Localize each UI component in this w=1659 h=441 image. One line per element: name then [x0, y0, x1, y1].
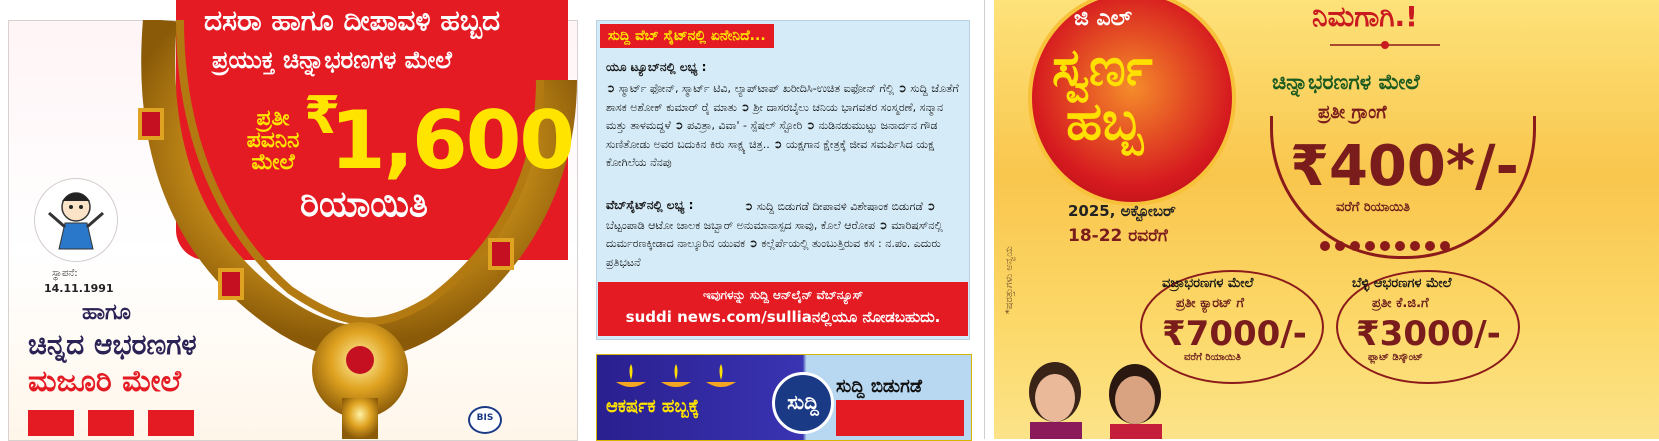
per-carat-label: ಪ್ರತೀ ಕ್ಯಾರಟ್ ಗೆ: [1176, 296, 1244, 311]
silver-discount-amount: ₹3000/-: [1356, 314, 1501, 354]
youtube-section-title: ಯೂ ಟ್ಯೂಬ್‌ನಲ್ಲಿ ಲಭ್ಯ :: [606, 60, 707, 74]
gold-offer-heading: ಚಿನ್ನಾಭರಣಗಳ ಮೇಲೆ: [1272, 70, 1420, 94]
promo-right-text: ಸುದ್ದಿ ಬಿಡುಗಡೆ: [836, 376, 923, 397]
gold-upto-label: ವರೆಗೆ ರಿಯಾಯಿತಿ: [1336, 200, 1411, 215]
left-headline-2: ಪ್ರಯುಕ್ತ ಚಿನ್ನಾಭರಣಗಳ ಮೇಲೆ: [212, 46, 452, 74]
left-headline-1: ದಸರಾ ಹಾಗೂ ದೀಪಾವಳಿ ಹಬ್ಬದ: [204, 4, 501, 37]
making-charge-text: ಮಜೂರಿ ಮೇಲೆ: [28, 364, 182, 399]
rupee-symbol: ₹: [304, 86, 341, 146]
promo-red-strip: [836, 400, 964, 436]
shop-mascot-logo: [34, 178, 118, 262]
diya-lamps-icon: [606, 362, 756, 392]
diamond-upto-label: ವರೆಗೆ ರಿಯಾಯಿತಿ: [1184, 352, 1241, 363]
silver-flat-label: ಫ್ಲಾಟ್ ಡಿಸ್ಕೌಂಟ್: [1368, 352, 1423, 363]
decorative-dots: [1320, 236, 1455, 255]
gold-ornaments-text: ಚಿನ್ನದ ಆಭರಣಗಳ: [28, 328, 197, 361]
offer-month: 2025, ಅಕ್ಟೋಬರ್: [1068, 202, 1176, 220]
silver-heading: ಬೆಳ್ಳಿ ಆಭರಣಗಳ ಮೇಲೆ: [1352, 276, 1452, 291]
footer-line-2: suddi news.com/sulliaನಲ್ಲಿಯೂ ನೋಡಬಹುದು.: [625, 308, 941, 326]
offer-dates: 18-22 ರವರೆಗೆ: [1068, 226, 1168, 246]
discount-label: ರಿಯಾಯಿತಿ: [300, 184, 429, 225]
website-section-title: ವೆಬ್‌ಸೈಟ್‌ನಲ್ಲಿ ಲಭ್ಯ :: [606, 198, 694, 212]
gold-necklace-image: [120, 20, 580, 439]
diamond-heading: ವಜ್ರಾಭರಣಗಳ ಮೇಲೆ: [1162, 276, 1254, 291]
terms-note: *ಷರತ್ತುಗಳು ಅನ್ವಯ: [1004, 246, 1015, 315]
news-box-header: ಸುದ್ದಿ ವೆಬ್ ಸೈಟ್‌ನಲ್ಲಿ ಏನೇನಿದೆ...: [600, 24, 774, 48]
footer-line-1: ಇವುಗಳನ್ನು ಸುದ್ದಿ ಆನ್‌ಲೈನ್ ವೆಬ್‌ನ್ಯೂಸ್: [702, 288, 864, 302]
for-you-heading: ನಿಮಗಾಗಿ.!: [1312, 0, 1418, 33]
gold-discount-amount: ₹400*/-: [1290, 134, 1519, 199]
column-divider: [984, 0, 985, 439]
models-photo: [1010, 356, 1180, 439]
bis-hallmark-icon: BIS: [468, 406, 502, 434]
promo-left-text: ಆಕರ್ಷಕ ಹಬ್ಬಕ್ಕೆ: [606, 396, 700, 417]
badge-brand: ಜಿ ಎಲ್: [1074, 6, 1132, 31]
cropped-red-number: [28, 396, 208, 436]
youtube-items: ➲ ಸ್ಮಾರ್ಟ್ ಫೋನ್, ಸ್ಮಾರ್ಟ್ ಟಿವಿ, ಲ್ಯಾಪ್‌ಟಾಪ್ ಖರೀದಿಸಿ-ಉಚಿತ ಐಫೋನ್ ಗೆಲ್ಲಿ ➲ ಸುದ್ದಿ ಜೊತೆಗೆ ಶಾಸಕ ಅಶೋಕ್ ಕುಮಾರ್ ರೈ ಮಾತು ➲ ಶ್ರೀ ದಾಸರಬೈಲು ಚನಿಯ ಭಾಗವತರ ಸಂಸ್ಮರಣೆ, ಸನ್ಮಾನ ಮತ್ತು ತಾಳಮದ್ದಳೆ ➲ ಪವಿತ್ರಾ, ವಿವಾ' - ಸ್ಪೆಷಲ್ ಸ್ಟೋರಿ ➲ ನುಡಿನಡುಮುಟ್ಟು ಜನಾರ್ದನ ಗೌಡ ಸುಣಿತೋಡು ಅವರ ಬದುಕಿನ ಕಿರು ಸಾಕ್ಷ್ಯ ಚಿತ್ರ.. ➲ ಯಕ್ಷಗಾನ ಕ್ಷೇತ್ರಕ್ಕೆ ಜೀವ ಸಮರ್ಪಿಸಿದ ಯಕ್ಷ ಕೋಗಿಲೆಯ ನೆನಪು: [606, 82, 959, 169]
ornament-divider-icon: [1330, 40, 1440, 50]
per-gram-label: ಪ್ರತೀ ಗ್ರಾಂಗೆ: [1318, 102, 1387, 123]
discount-amount: 1,600: [330, 94, 574, 187]
website-items: ➲ ಸುದ್ದಿ ಬಿಡುಗಡೆ ದೀಪಾವಳಿ ವಿಶೇಷಾಂಕ ಬಿಡುಗಡೆ ➲ ಬೆಟ್ಟಂಪಾಡಿ ಆಟೋ ಚಾಲಕ ಜಬ್ಬಾರ್ ಅನುಮಾನಾಸ್ಪದ ಸಾವು, ಕೊಲೆ ಆರೋಪ ➲ ಮಾರಿಷಸ್‌ನಲ್ಲಿ ದುರ್ಮರಣಕ್ಕೀಡಾದ ನಾಲ್ಕೂರಿನ ಯುವಕ ➲ ಕಲ್ಲೆರ್ಪೆಯಲ್ಲಿ ತುಂಬುತ್ತಿರುವ ಕಸ : ನ.ಪಂ. ಎದುರು ಪ್ರತಿಭಟನೆ: [606, 200, 943, 269]
badge-title-1: ಸ್ವರ್ಣ: [1052, 38, 1153, 98]
established-label: ಸ್ಥಾಪನೆ:: [52, 268, 78, 279]
and-text: ಹಾಗೂ: [82, 300, 131, 325]
suddi-logo: ಸುದ್ದಿ: [772, 372, 834, 434]
per-pavan-label: ಪ್ರತೀ ಪವನಿನ ಮೇಲೆ: [246, 106, 300, 175]
diamond-discount-amount: ₹7000/-: [1162, 314, 1307, 354]
established-date: 14.11.1991: [44, 282, 114, 295]
badge-title-2: ಹಬ್ಬ: [1066, 92, 1144, 152]
per-kg-label: ಪ್ರತೀ ಕೆ.ಜಿ.ಗೆ: [1372, 296, 1429, 311]
